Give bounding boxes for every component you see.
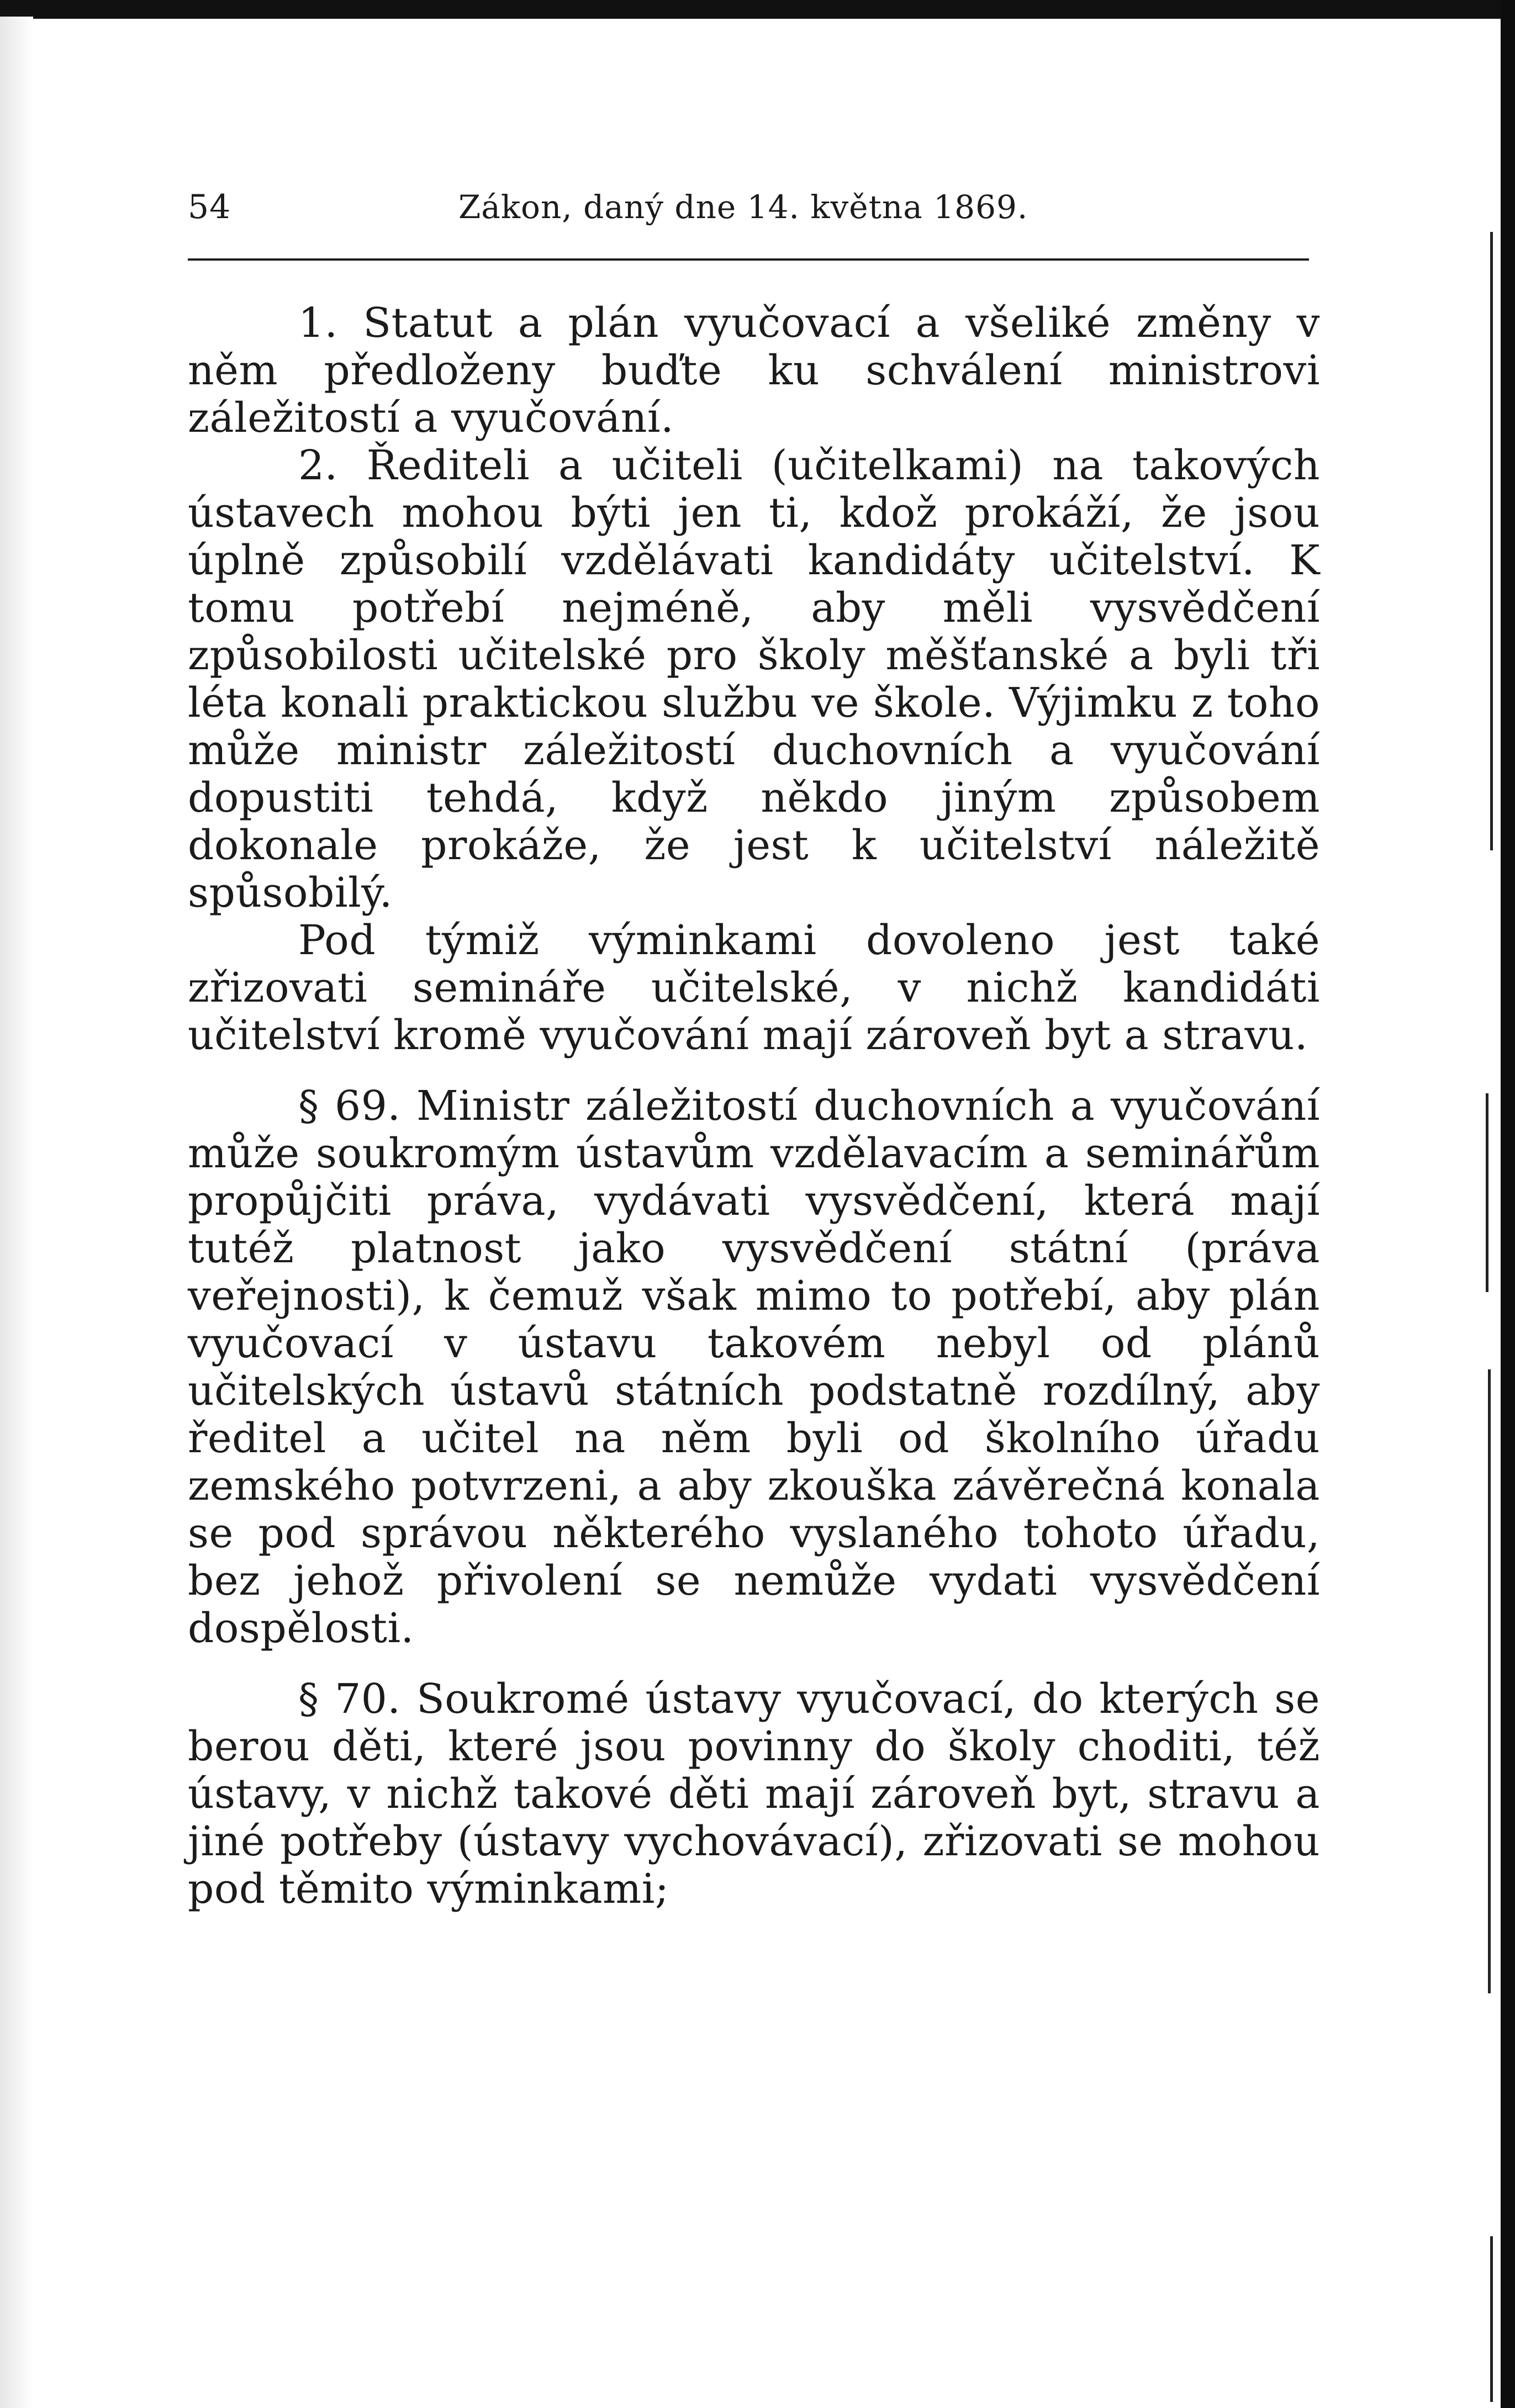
paragraph-item-2: 2. Řediteli a učiteli (učitelkami) na takových ústavech mohou býti jen ti, kdož prokáží, že jsou úplně způsobilí vzdělávati kandidáty učitelství. K tomu potřebí nejméně, aby měli vysvědčení způsobilosti učitelské pro školy měšťanské a byli tři léta konali praktickou službu ve škole. Výjimku z toho může ministr záležitostí duchovních a vyučování dopustiti tehdá, když někdo jiným způsobem dokonale prokáže, že jest k učitelství náležitě spůsobilý. — [188, 442, 1320, 917]
paragraph-item-1: 1. Statut a plán vyučovací a všeliké změny v něm předloženy buďte ku schválení ministrovi záležitostí a vyučování. — [188, 299, 1320, 442]
page-number: 54 — [188, 188, 231, 226]
paragraph-seminaries: Pod týmiž výminkami dovoleno jest také zřizovati semináře učitelské, v nichž kandidáti učitelství kromě vyučování mají zároveň byt a stravu. — [188, 917, 1320, 1059]
header-rule — [188, 258, 1309, 261]
scan-edge-top — [0, 0, 1515, 19]
page-edge-line — [1490, 232, 1493, 850]
page-header — [188, 188, 1320, 248]
body-text — [188, 299, 1320, 1913]
book-page — [188, 188, 1320, 1913]
scan-edge-right — [1501, 0, 1515, 2408]
page-edge-line — [1486, 1093, 1488, 1292]
paragraph-section-70: § 70. Soukromé ústavy vyučovací, do kterých se berou děti, které jsou povinny do školy choditi, též ústavy, v nichž takové děti mají zároveň byt, stravu a jiné potřeby (ústavy vychovávací), zřizovati se mohou pod těmito výminkami; — [188, 1675, 1320, 1913]
paragraph-section-69: § 69. Ministr záležitostí duchovních a vyučování může soukromým ústavům vzdělavacím a seminářům propůjčiti práva, vydávati vysvědčení, která mají tutéž platnost jako vysvědčení státní (práva veřejnosti), k čemuž však mimo to potřebí, aby plán vyučovací v ústavu takovém nebyl od plánů učitelských ústavů státních podstatně rozdílný, aby ředitel a učitel na něm byli od školního úřadu zemského potvrzeni, a aby zkouška závěrečná konala se pod správou některého vyslaného tohoto úřadu, bez jehož přivolení se nemůže vydati vysvědčení dospělosti. — [188, 1082, 1320, 1652]
page-edge-line — [1488, 1369, 1491, 1993]
running-title: Zákon, daný dne 14. května 1869. — [458, 188, 1028, 226]
page-edge-line — [1490, 2236, 1493, 2402]
binding-shadow — [0, 17, 33, 2408]
